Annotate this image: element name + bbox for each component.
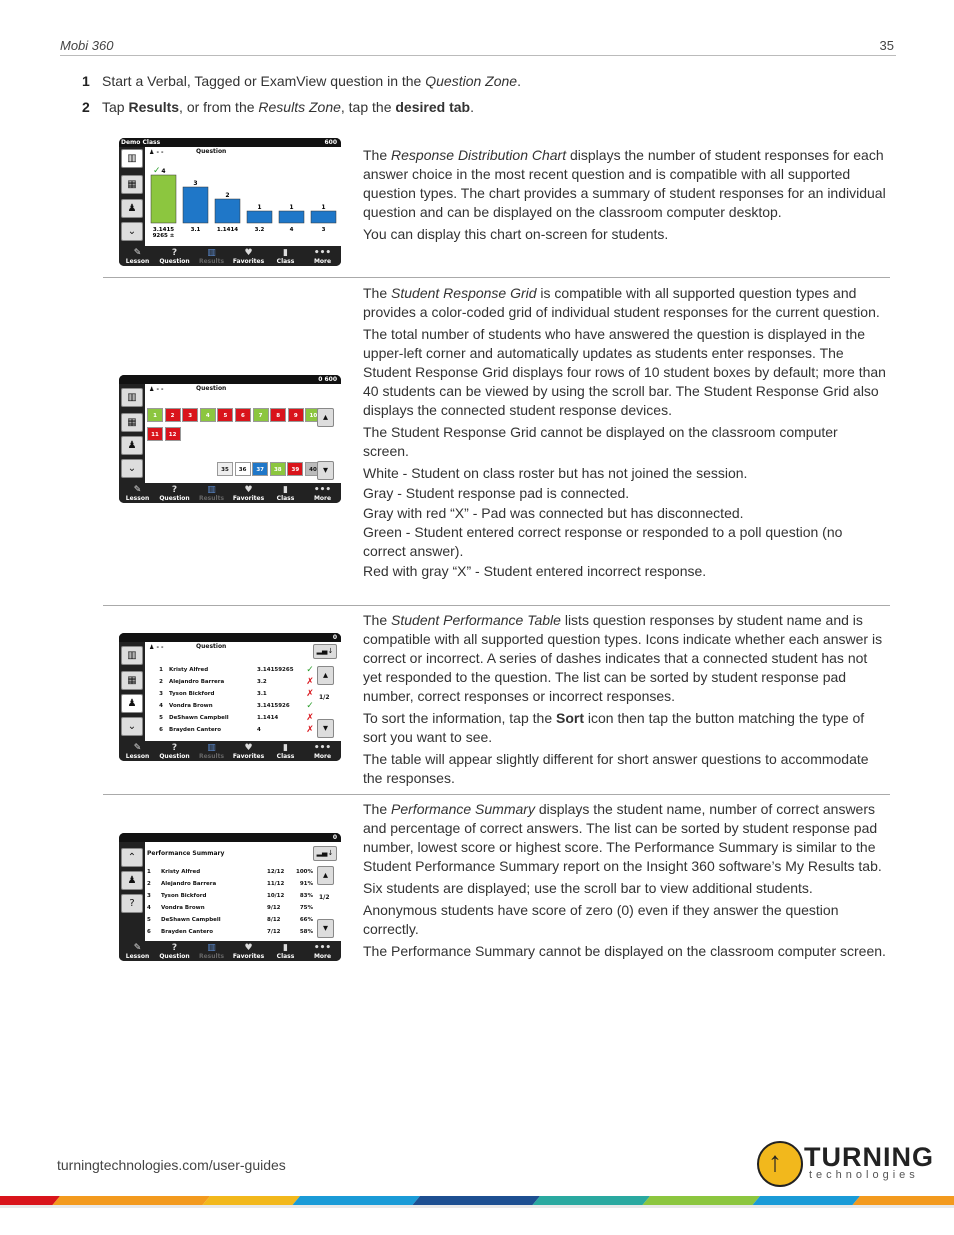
section-performance-table [363,611,887,791]
grid-row [147,408,323,422]
step-text: Start a Verbal, Tagged or ExamView question in the [102,73,426,89]
section-divider [103,277,890,278]
question-list-icon: ? [121,894,143,913]
step-number: 1 [82,73,90,89]
step-text: , tap the [340,99,396,115]
paragraph [363,709,887,747]
student-name: Vondra Brown [161,905,205,911]
results-icon: ▥ [207,248,216,258]
step-bold: Results [128,99,180,115]
more-icon: ••• [313,485,332,495]
grid-row [217,462,323,476]
question-label: Question [196,148,227,155]
grid-view-icon: ▦ [121,175,143,194]
bar-count-label: 3 [193,180,198,187]
bar-category-label: 4 [289,227,294,233]
page-indicator: 1/2 [319,694,330,701]
summary-row[interactable] [145,926,315,938]
tab-favorites[interactable] [230,941,267,961]
paragraph [363,146,887,222]
incorrect-icon: ✗ [306,689,314,699]
performance-summary-screenshot [119,833,341,961]
tab-more[interactable] [304,483,341,503]
question-icon: ? [171,743,178,753]
paragraph: The total number of students who have answered the question is displayed in the upper-left corner and automatically updates as students enter responses. The Student Response Grid displays four rows of 10 student boxes by default; more than 40 students can be viewed by using the scroll bar. The Student Response Grid also displays the connected student response devices. [363,326,886,418]
tab-favorites[interactable] [230,483,267,503]
student-box: 12 [165,427,181,441]
student-box: 38 [270,462,286,476]
table-row[interactable] [145,688,315,700]
bar-category-label: 3.1415 [152,227,175,233]
section-divider [103,605,890,606]
tab-bar [119,741,341,761]
chart-bar [151,175,176,223]
status-icons: 0 [332,834,337,841]
chart-bar [215,199,240,223]
text: lists question responses by student name and is compatible with all supported question types. Icons indicate whether each answer is correct or incorrect. A series of dashes indicates that a connected student has not yet responded to the question. The list can be sorted by student response pad number, correct responses or incorrect responses. [363,612,883,704]
student-name: DeShawn Campbell [161,917,221,923]
student-box: 7 [253,408,269,422]
tab-label: Favorites [232,258,265,265]
tab-label: Lesson [125,258,150,265]
paragraph: You can display this chart on-screen for students. [363,226,669,242]
step-emphasis: Question Zone [425,73,518,89]
heart-icon: ♥ [244,248,253,258]
user-icon: ♟ - - [149,644,164,651]
results-icon: ▥ [207,485,216,495]
text: To sort the information, tap the [363,710,556,726]
bar-category-label: 3.2 [254,227,265,233]
tab-class[interactable] [267,741,304,761]
collapse-icon: ⌃ [121,848,143,867]
tab-bar [119,483,341,503]
student-table-icon: ♟ [121,694,143,713]
scroll-down-button[interactable]: ▾ [317,461,334,480]
student-box: 39 [287,462,303,476]
correct-icon: ✓ [306,701,314,711]
header-rule [60,55,896,56]
expand-icon: ⌄ [121,459,143,478]
summary-row[interactable] [145,890,315,902]
tab-favorites[interactable] [230,741,267,761]
chart-view-icon: ▥ [121,149,143,168]
class-icon: ▮ [283,248,288,258]
tab-lesson[interactable] [119,941,156,961]
paragraph: The Student Response Grid cannot be displayed on the classroom computer screen. [363,424,838,459]
step-text: Tap [102,99,129,115]
student-answer: 3.1 [257,691,267,697]
score: 12/12 [267,869,285,875]
question-icon: ? [171,943,178,953]
chart-bar [183,187,208,223]
incorrect-icon: ✗ [306,677,314,687]
paragraph: The Performance Summary cannot be displayed on the classroom computer screen. [363,943,886,959]
scroll-down-button[interactable]: ▾ [317,919,334,938]
tab-label: Favorites [232,495,265,502]
lesson-icon: ✎ [133,943,142,953]
percent-correct: 66% [299,917,313,923]
sort-button[interactable]: ▂▄↓ [313,644,337,659]
tab-class[interactable] [267,246,304,266]
student-answer: 4 [257,727,261,733]
bar-count-label: 1 [321,204,326,211]
student-answer: 1.1414 [257,715,279,721]
grid-view-icon: ▦ [121,413,143,432]
heart-icon: ♥ [244,485,253,495]
bar-category-label: 9265 ± [152,233,175,239]
tab-label: Favorites [232,953,265,960]
paragraph: Six students are displayed; use the scroll bar to view additional students. [363,880,813,896]
bar-count-label: 1 [289,204,294,211]
student-box: 11 [147,427,163,441]
student-answer: 3.1415926 [257,703,290,709]
feature-name: Student Performance Table [391,612,561,628]
student-box: 37 [252,462,268,476]
student-box: 40 [305,462,321,476]
heart-icon: ♥ [244,943,253,953]
pad-number: 5 [147,917,151,923]
text: The [363,801,392,817]
table-row[interactable] [145,664,315,676]
chart-bar [279,211,304,223]
student-box: 5 [217,408,233,422]
pad-number: 1 [159,667,163,673]
tab-label: More [313,258,332,265]
user-icon: ♟ - - [149,149,164,156]
correct-icon: ✓ [306,665,314,675]
tab-label: Class [276,258,295,265]
chart-view-icon: ▥ [121,646,143,665]
distribution-chart [145,157,341,246]
step-text: . [517,73,521,89]
incorrect-icon: ✗ [306,725,314,735]
tab-bar [119,246,341,266]
footer-url[interactable]: turningtechnologies.com/user-guides [57,1157,286,1173]
pad-number: 6 [147,929,151,935]
student-name: Kristy Alfred [161,869,201,875]
step-2 [82,99,474,115]
pad-number: 3 [147,893,151,899]
student-box: 36 [235,462,251,476]
student-box: 8 [270,408,286,422]
text: The [363,612,392,628]
incorrect-icon: ✗ [306,713,314,723]
expand-icon: ⌄ [121,222,143,241]
student-answer: 3.14159265 [257,667,294,673]
lesson-icon: ✎ [133,485,142,495]
pad-number: 1 [147,869,151,875]
response-grid-screenshot [119,375,341,503]
tab-class[interactable] [267,941,304,961]
tab-label: More [313,495,332,502]
tab-label: Question [159,753,190,760]
summary-row[interactable] [145,902,315,914]
more-icon: ••• [313,743,332,753]
tab-label: More [313,953,332,960]
score: 7/12 [267,929,281,935]
percent-correct: 75% [299,905,313,911]
score: 10/12 [267,893,285,899]
table-row[interactable] [145,676,315,688]
student-box: 3 [182,408,198,422]
results-icon: ▥ [207,743,216,753]
text: is compatible with all supported question types and provides a color-coded grid of individual student responses for the current question. [363,285,880,320]
text: icon then tap the button matching the type of sort you want to see. [363,710,865,745]
summary-row[interactable] [145,914,315,926]
lesson-icon: ✎ [133,743,142,753]
summary-title: Performance Summary [147,850,225,857]
response-count: - - [156,644,164,651]
tab-results[interactable] [193,941,230,961]
page-number: 35 [879,38,894,53]
student-table-icon: ♟ [121,436,143,455]
percent-correct: 100% [296,869,313,875]
tab-question[interactable] [156,941,193,961]
student-name: Alejandro Barrera [161,881,217,887]
text: The [363,285,392,301]
pad-number: 5 [159,715,163,721]
paragraph [363,284,887,322]
correct-check-icon: ✓ [153,166,161,176]
pad-number: 2 [147,881,151,887]
feature-name: Response Distribution Chart [391,147,567,163]
text: The [363,147,392,163]
bar-category-label: 3.1 [190,227,201,233]
scroll-down-button[interactable]: ▾ [317,719,334,738]
turning-logo [757,1141,932,1187]
section-performance-summary [363,800,887,964]
step-1 [82,73,521,89]
expand-icon: ⌄ [121,717,143,736]
class-icon: ▮ [283,485,288,495]
table-row[interactable] [145,712,315,724]
score: 8/12 [267,917,281,923]
paragraph: Gray - Student response pad is connected. [363,485,630,501]
lesson-icon: ✎ [133,248,142,258]
tab-label: Question [159,258,190,265]
more-icon: ••• [313,248,332,258]
student-name: Tyson Bickford [161,893,207,899]
bar-count-label: 1 [257,204,262,211]
tab-label: Class [276,953,295,960]
response-chart-screenshot [119,138,341,266]
arrow-icon: ↑ [768,1146,782,1177]
step-text: , or from the [179,99,259,115]
tab-label: Favorites [232,753,265,760]
pad-number: 2 [159,679,163,685]
scroll-up-button[interactable]: ▴ [317,666,334,685]
paragraph [363,800,887,876]
student-box: 35 [217,462,233,476]
tab-label: More [313,753,332,760]
table-row[interactable] [145,724,315,736]
status-bar [119,833,341,842]
step-number: 2 [82,99,90,115]
student-answer: 3.2 [257,679,267,685]
score: 9/12 [267,905,281,911]
tab-question[interactable] [156,483,193,503]
performance-table-screenshot [119,633,341,761]
student-box: 4 [200,408,216,422]
grid-row [147,427,182,441]
question-icon: ? [171,248,178,258]
tab-question[interactable] [156,246,193,266]
student-box: 1 [147,408,163,422]
page-indicator: 1/2 [319,894,330,901]
pad-number: 4 [147,905,151,911]
student-name: Brayden Cantero [169,727,222,733]
scroll-up-button[interactable]: ▴ [317,408,334,427]
summary-row[interactable] [145,866,315,878]
summary-row[interactable] [145,878,315,890]
tab-favorites[interactable] [230,246,267,266]
pad-number: 6 [159,727,163,733]
more-icon: ••• [313,943,332,953]
logo-word: TURNING [804,1142,934,1172]
student-box: 10 [305,408,321,422]
running-header-title: Mobi 360 [60,38,114,53]
tab-label: Lesson [125,753,150,760]
bar-category-label: 1.1414 [216,227,239,233]
tab-lesson[interactable] [119,246,156,266]
question-label: Question [196,643,227,650]
status-icons: 600 [324,139,337,146]
text: displays the student name, number of correct answers and percentage of correct answers. The list can be sorted by student response pad number, lowest score or highest score. The Performance Summary is similar to the Student Performance Summary report on the Insight 360 software’s My Results tab. [363,801,882,874]
bar-count-label: 2 [225,192,230,199]
tab-label: Results [198,495,225,502]
performance-table [145,664,315,736]
student-list-icon: ♟ [121,871,143,890]
chart-bar [247,211,272,223]
step-text: . [470,99,474,115]
response-count: - - [156,149,164,156]
tab-more[interactable] [304,941,341,961]
tab-more[interactable] [304,741,341,761]
percent-correct: 58% [299,929,313,935]
logo-sub: technologies [809,1169,919,1181]
tab-results[interactable] [193,741,230,761]
tab-lesson[interactable] [119,741,156,761]
tab-label: Class [276,495,295,502]
tab-question[interactable] [156,741,193,761]
student-name: Kristy Alfred [169,667,209,673]
text: displays the number of student responses for each answer choice in the most recent question and is compatible with all supported question types. The chart provides a summary of student responses for an individual question and can be displayed on the classroom computer desktop. [363,147,886,220]
scroll-up-button[interactable]: ▴ [317,866,334,885]
section-divider [103,794,890,795]
tab-results[interactable] [193,246,230,266]
status-icons: 0 [332,634,337,641]
class-icon: ▮ [283,943,288,953]
question-icon: ? [171,485,178,495]
student-name: Vondra Brown [169,703,213,709]
summary-table [145,866,315,938]
percent-correct: 83% [299,893,313,899]
heart-icon: ♥ [244,743,253,753]
step-emphasis: Results Zone [258,99,341,115]
response-count: - - [156,386,164,393]
tab-label: Class [276,753,295,760]
section-response-grid [363,284,887,581]
status-icons: 0 600 [318,376,337,383]
grid-view-icon: ▦ [121,671,143,690]
footer-color-stripe [0,1196,954,1208]
student-name: DeShawn Campbell [169,715,229,721]
sort-button[interactable]: ▂▄↓ [313,846,337,861]
user-icon: ♟ - - [149,386,164,393]
paragraph: Gray with red “X” - Pad was connected but has disconnected. [363,505,744,521]
chart-view-icon: ▥ [121,388,143,407]
tab-lesson[interactable] [119,483,156,503]
class-icon: ▮ [283,743,288,753]
student-name: Tyson Bickford [169,691,215,697]
student-box: 2 [165,408,181,422]
tab-label: Lesson [125,495,150,502]
tab-label: Results [198,258,225,265]
paragraph: Green - Student entered correct response or responded to a poll question (no correct answer). [363,524,843,559]
tab-label: Results [198,753,225,760]
status-bar [119,138,341,147]
score: 11/12 [267,881,285,887]
student-name: Brayden Cantero [161,929,214,935]
student-box: 6 [235,408,251,422]
tab-label: Question [159,953,190,960]
tab-bar [119,941,341,961]
percent-correct: 91% [299,881,313,887]
section-response-chart [363,146,887,247]
tab-label: Results [198,953,225,960]
question-label: Question [196,385,227,392]
status-bar [119,633,341,642]
tab-more[interactable] [304,246,341,266]
chart-bar [311,211,336,223]
tab-class[interactable] [267,483,304,503]
class-name: Demo Class [121,139,161,146]
step-bold: desired tab [395,99,471,115]
tab-label: Question [159,495,190,502]
paragraph: Anonymous students have score of zero (0) even if they answer the question correctly. [363,902,839,937]
tab-label: Lesson [125,953,150,960]
student-box: 9 [288,408,304,422]
pad-number: 3 [159,691,163,697]
tab-results[interactable] [193,483,230,503]
paragraph: White - Student on class roster but has not joined the session. [363,465,748,481]
paragraph: Red with gray “X” - Student entered incorrect response. [363,563,707,579]
pad-number: 4 [159,703,163,709]
sort-term: Sort [556,710,584,726]
bar-category-label: 3 [321,227,326,233]
status-bar [119,375,341,384]
student-table-icon: ♟ [121,199,143,218]
paragraph [363,611,887,706]
feature-name: Performance Summary [391,801,535,817]
results-icon: ▥ [207,943,216,953]
paragraph: The table will appear slightly different for short answer questions to accommodate the responses. [363,751,869,786]
feature-name: Student Response Grid [391,285,537,301]
bar-count-label: 4 [161,168,166,175]
student-name: Alejandro Barrera [169,679,225,685]
table-row[interactable] [145,700,315,712]
